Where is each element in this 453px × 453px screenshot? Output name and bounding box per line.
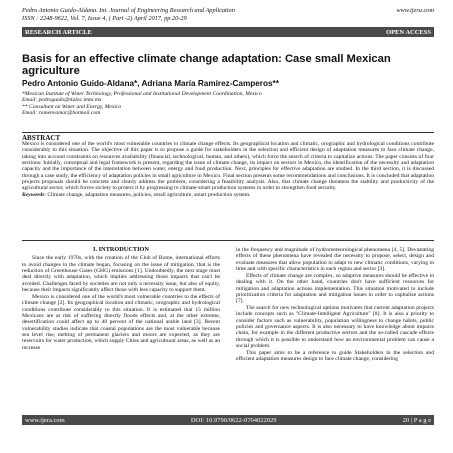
author-email-1[interactable]: Email: pedroguido@tlaloc.imta.mx [22, 97, 102, 104]
journal-header [22, 7, 434, 22]
page-footer-bar [22, 415, 434, 425]
article-type-bar [22, 27, 434, 37]
paragraph: Mexico is considered one of the world's most vulnerable countries to the effects of climate change [2]. Its geographical location and climatic, orographic and hydrological conditions contribute considerably to this situation. It is estimated that 15 million Mexicans are at risk of suffering directly floods effects and, at the other extreme, desertification could affect up to 40 percent of the national arable land [3]. Recent vulnerability studies indicate that coastal populations are the most vulnerable because sea level rise, melting of permanent glaciers and moors are expected, as they are reservoirs for water production, which supply Cities and agricultural areas, as well as an increase [22, 293, 220, 351]
open-access-label: OPEN ACCESS [386, 28, 431, 36]
citation-line-2: ISSN : 2248-9622, Vol. 7, Issue 4, ( Part -2) April 2017, pp.20-29 [22, 14, 187, 22]
footer-doi[interactable]: DOI: 10.9790/9622-0704022029 [190, 416, 277, 424]
left-column [22, 247, 220, 352]
abstract-bottom-rule [22, 240, 434, 241]
abstract-body [22, 141, 434, 198]
footer-website-link[interactable]: www.ijera.com [25, 416, 65, 424]
article-type-label: RESEARCH ARTICLE [25, 28, 92, 36]
paragraph: This paper aims to be a reference to guide Stakeholders in the selection and efficient adaptation measures design to face climate change, considering [236, 350, 434, 363]
abstract-heading: ABSTRACT [22, 134, 61, 142]
keywords-text: : Climate change, adaptation measures, policies, small agriculture, smart production system. [44, 191, 251, 198]
section-heading-introduction: I. INTRODUCTION [93, 246, 149, 253]
author-email-2[interactable]: Email: ramenvamar@hotmail.com [22, 110, 101, 117]
paragraph: The search for new technological options motivates that current adaptation projects include concepts such as "Climate-Intelligent Agriculture" [8]. It is also a priority to consider factors such as vulnerability, population willingness to change habits, public policies and governance aspects. It is also necessary to have knowledge about impacts chain, for example in the different productive sectors and the so-called cascade effects through which it is possible to understand how an environmental problem can cause a social problem. [236, 305, 434, 350]
paper-title: Basis for an effective climate change adaptation: Case small Mexican agriculture [22, 53, 391, 78]
paragraph: Since the early 1970s, with the creation of the Club of Rome, international efforts to avoid changes in the climate began, focusing on the issue of mitigation, that is the reduction of Greenhouse Gases (GHG) emissions [1]. Undoubtedly, the next stage must deal directly with adaptation, which implies addressing those impacts that can't be avoided. Challenges faced by societies are not only a necessity issue, but also of equity, because their impacts significantly affect those with less capacity to support them. [22, 255, 220, 294]
paragraph: Effects of climate change are complex, so adaptive measures should be effective in dealing with it. On the other hand, countries don't have sufficient resources for mitigation and adaptation actions implementation. This situation motivated to include prioritization criteria for adaptation and mitigation issues in order to capitalize actions [7]. [236, 272, 434, 305]
keywords-label: Keywords [22, 191, 45, 198]
paragraph: in the frequency and magnitude of hydrometeorological phenomena [4, 5]. Devastating effects of these phenomena have revealed the necessity to propose, select, design and evaluate measures that allow population to adapt to new climatic conditions, varying in time and with specific characteristics in each region and sector [3]. [236, 247, 434, 273]
right-column [236, 247, 434, 363]
keywords-line [22, 192, 434, 198]
affiliations [22, 91, 434, 117]
journal-website-link[interactable]: www.ijera.com [396, 7, 434, 14]
citation-line-1: Pedro Antonio Guido-Aldana. Int. Journal of Engineering Research and Application [22, 7, 235, 14]
abstract-text: Mexico is considered one of the world's most vulnerable countries to climate change effects. Its geographical location and climatic, orographic and hydrological conditions contribute considerably to this situation. The objective of this paper is to propose a guide for stakeholders in the selection and efficient design of adaptation measures to face climate change, taking into account constraints on resources availability (financial, technological, human, and others), which force the search of criteria to capitalize actions. The paper consists of four sections: Initially, conceptual and legal framework is present, regarding the issue of climate change, its impact on sectors in Mexico, the identification of the necessity and adaptation capacity and the importance of the interrelation between water, energy and food production. Next, principles for effective adaptation are studied. In the third section, it is discussed through a case study, the efficiency of adaptation policies in small agriculture in Mexico. Final section presents some recommendations and conclusions. It is concluded that adaptation projects proposals should be concrete and clearly address the problem, considering a feasibility analysis. Also, that climate change threatens the stability and productivity of the agricultural sector, which forces society to protect it by progressing to climate-smart production systems in order to strengthen food security. [22, 141, 434, 192]
abstract-top-rule [22, 132, 434, 133]
paper-authors: Pedro Antonio Guido-Aldana*, Adriana María Ramírez-Camperos** [22, 79, 279, 88]
footer-page-number: 20 | P a g e [402, 416, 431, 424]
affiliation-1: *Mexican Institute of Water Technology, Professional and Institutional Development Coordination, Mexico [22, 91, 262, 97]
affiliation-2: ** Consultant on Water and Energy, Mexico [22, 103, 122, 110]
